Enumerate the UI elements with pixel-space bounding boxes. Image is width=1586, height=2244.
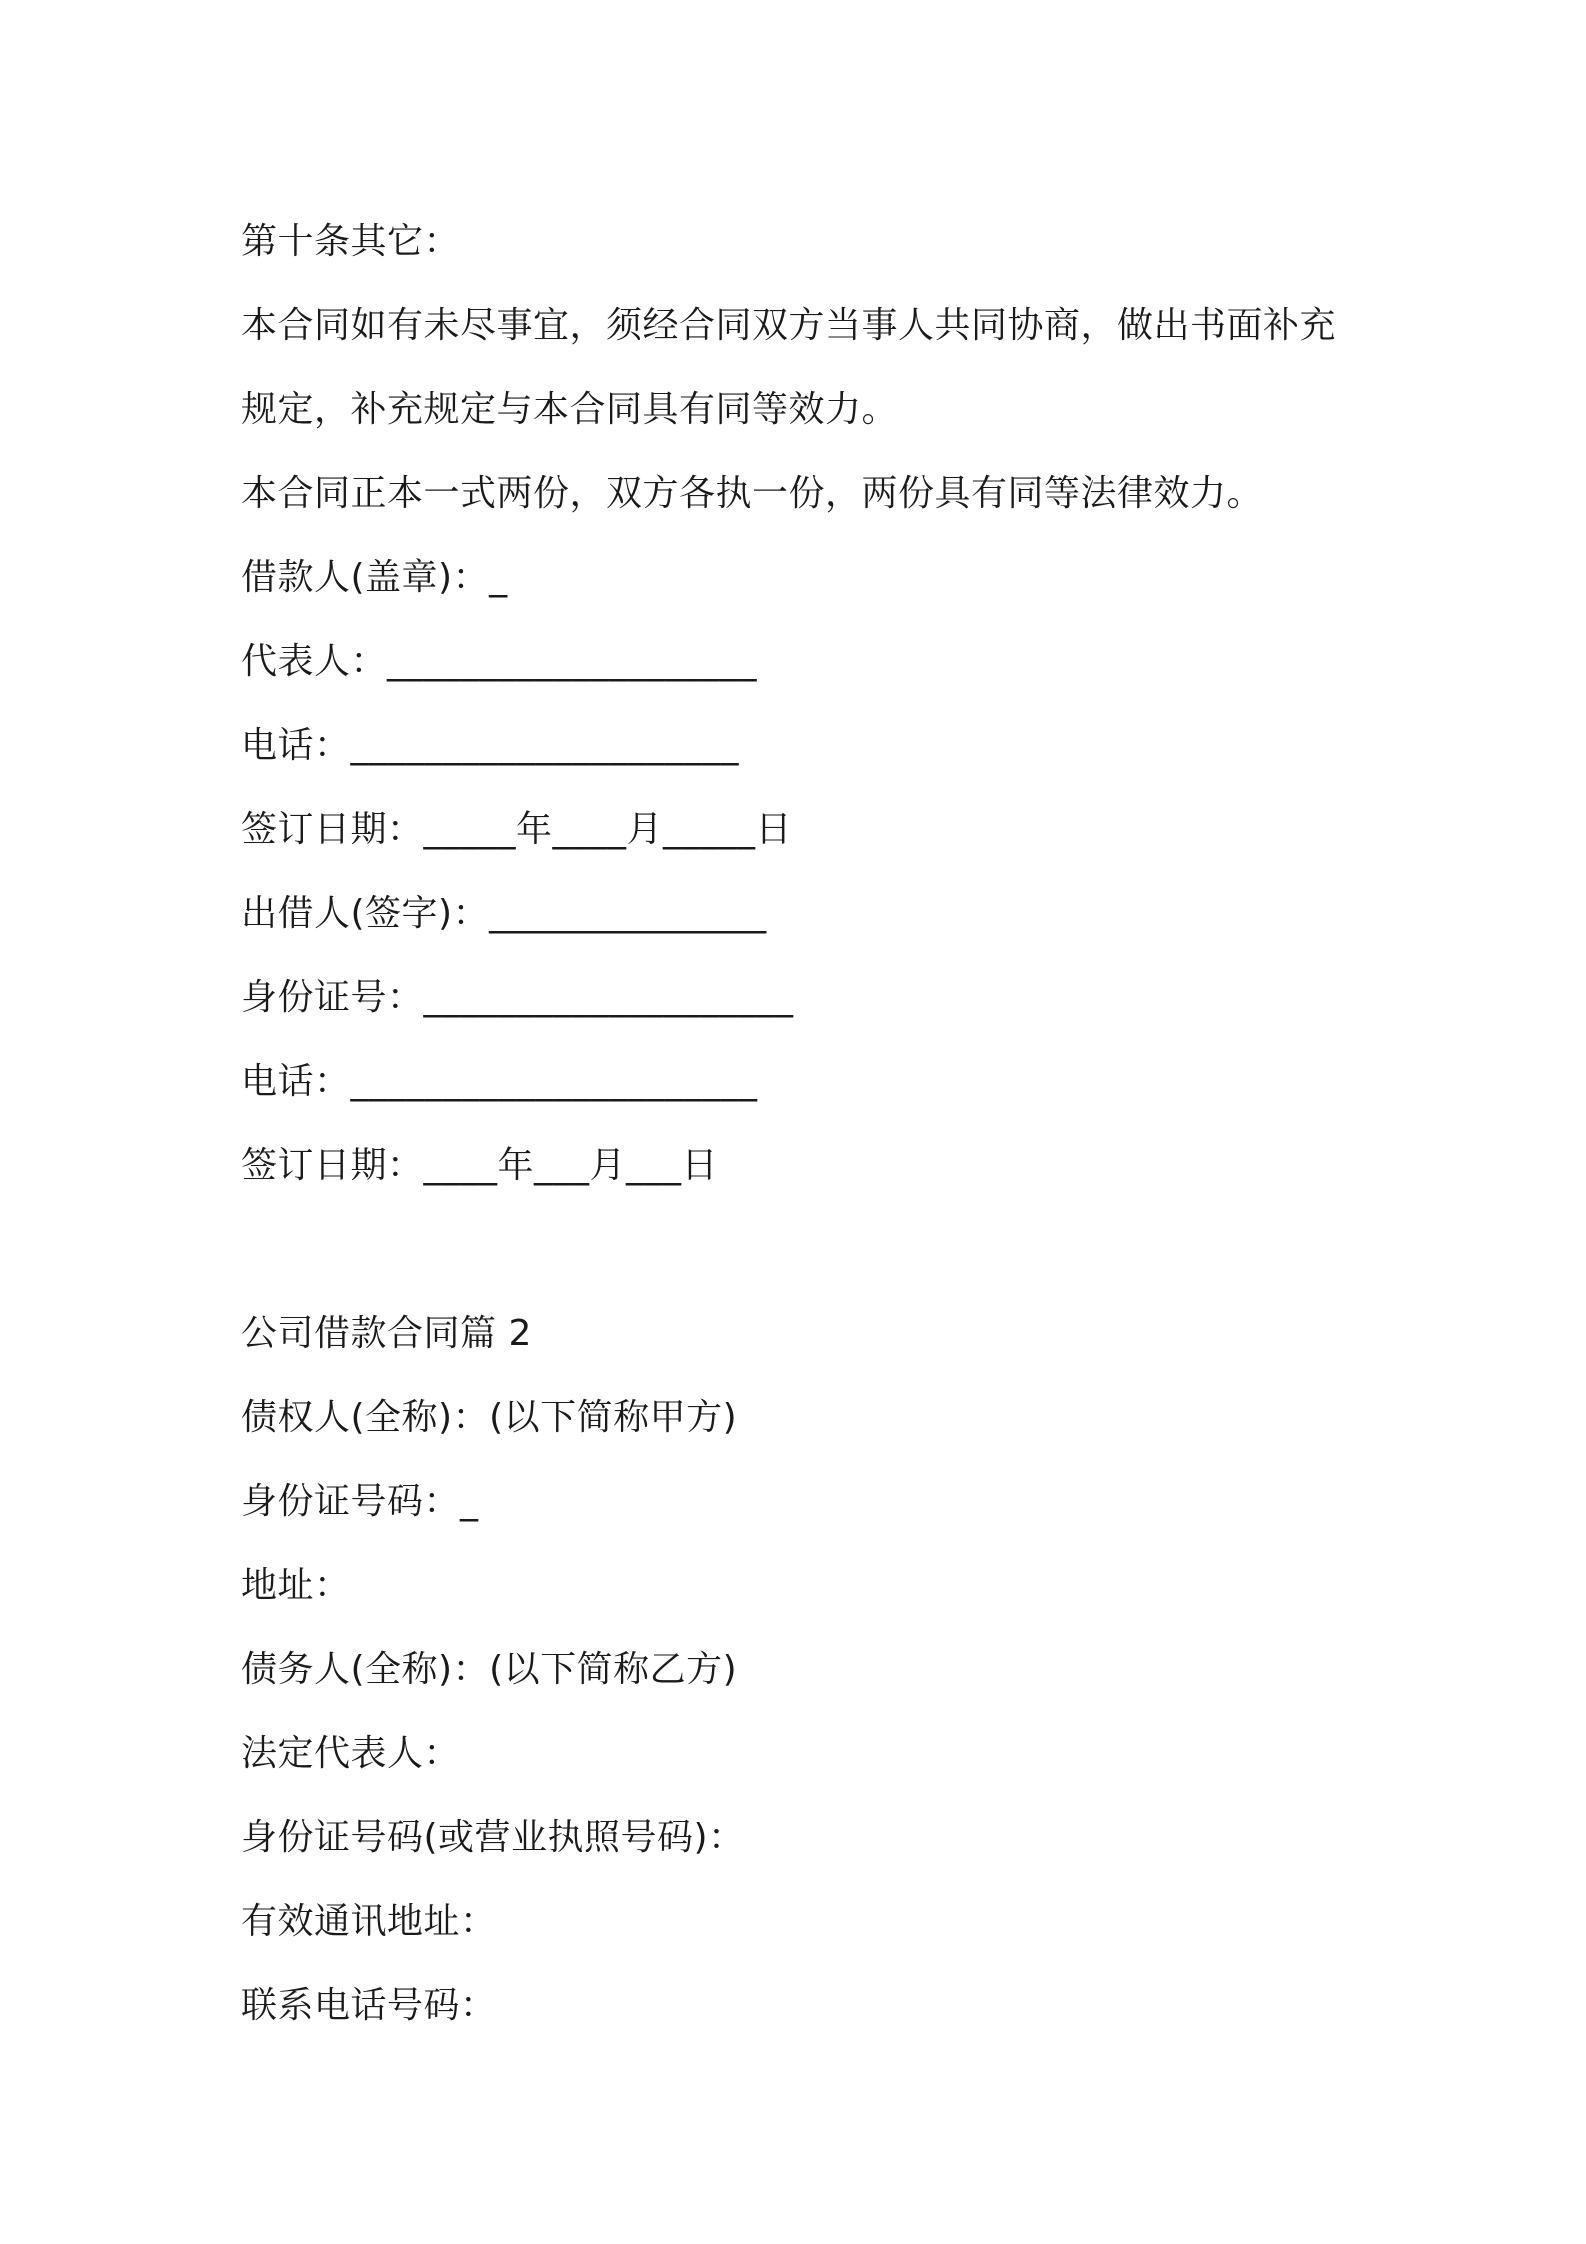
borrower-seal-line: 借款人(盖章)：_: [241, 557, 508, 598]
borrower-sign-date-line: 签订日期：_____年____月_____日: [241, 809, 793, 850]
article-heading: 第十条其它：: [241, 221, 461, 262]
legal-representative-line: 法定代表人：: [241, 1733, 461, 1774]
lender-sign-date-line: 签订日期：____年___月___日: [241, 1145, 719, 1186]
paragraph-line: 规定，补充规定与本合同具有同等效力。: [241, 389, 899, 430]
representative-line: 代表人：____________________: [241, 641, 758, 682]
valid-address-line: 有效通讯地址：: [241, 1901, 497, 1942]
creditor-line: 债权人(全称)：(以下简称甲方): [241, 1397, 738, 1438]
address-line: 地址：: [241, 1565, 351, 1606]
lender-id-line: 身份证号：____________________: [241, 977, 794, 1018]
paragraph-line: 本合同正本一式两份，双方各执一份，两份具有同等法律效力。: [241, 473, 1264, 514]
document-body: [241, 200, 1391, 2048]
debtor-id-line: 身份证号码(或营业执照号码)：: [241, 1817, 745, 1858]
lender-signature-line: 出借人(签字)：_______________: [241, 893, 767, 934]
section-spacer: [241, 1208, 1391, 1292]
contact-phone-line: 联系电话号码：: [241, 1985, 497, 2026]
section-title: 公司借款合同篇 2: [241, 1313, 532, 1354]
borrower-phone-line: 电话：_____________________: [241, 725, 740, 766]
creditor-id-line: 身份证号码：_: [241, 1481, 479, 1522]
lender-phone-line: 电话：______________________: [241, 1061, 758, 1102]
debtor-line: 债务人(全称)：(以下简称乙方): [241, 1649, 738, 1690]
paragraph-line: 本合同如有未尽事宜，须经合同双方当事人共同协商，做出书面补充: [241, 305, 1337, 346]
